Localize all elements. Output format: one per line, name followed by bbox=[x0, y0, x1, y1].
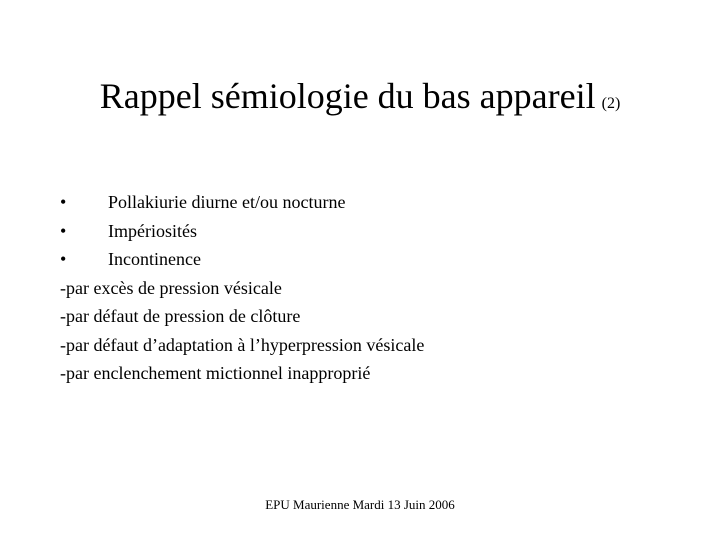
bullet-item bbox=[60, 188, 680, 217]
slide-content bbox=[60, 188, 680, 388]
sub-line: -par défaut d’adaptation à l’hyperpression vésicale bbox=[60, 334, 425, 355]
slide-title-suffix: (2) bbox=[601, 95, 621, 112]
slide-title bbox=[0, 74, 720, 126]
bullet-text: Impériosités bbox=[108, 220, 197, 241]
slide-footer: EPU Maurienne Mardi 13 Juin 2006 bbox=[265, 497, 455, 512]
bullet-marker: • bbox=[60, 249, 67, 269]
bullet-marker: • bbox=[60, 192, 67, 212]
bullet-marker: • bbox=[60, 220, 67, 241]
bullet-item bbox=[60, 217, 680, 246]
bullet-item bbox=[60, 245, 680, 274]
sub-line: -par excès de pression vésicale bbox=[60, 277, 282, 298]
sub-line: -par défaut de pression de clôture bbox=[60, 306, 301, 326]
bullet-text: Pollakiurie diurne et/ou nocturne bbox=[108, 192, 346, 212]
slide-title-text: Rappel sémiologie du bas appareil bbox=[99, 76, 596, 116]
bullet-text: Incontinence bbox=[108, 249, 201, 269]
sub-line: -par enclenchement mictionnel inapproprié bbox=[60, 363, 371, 383]
